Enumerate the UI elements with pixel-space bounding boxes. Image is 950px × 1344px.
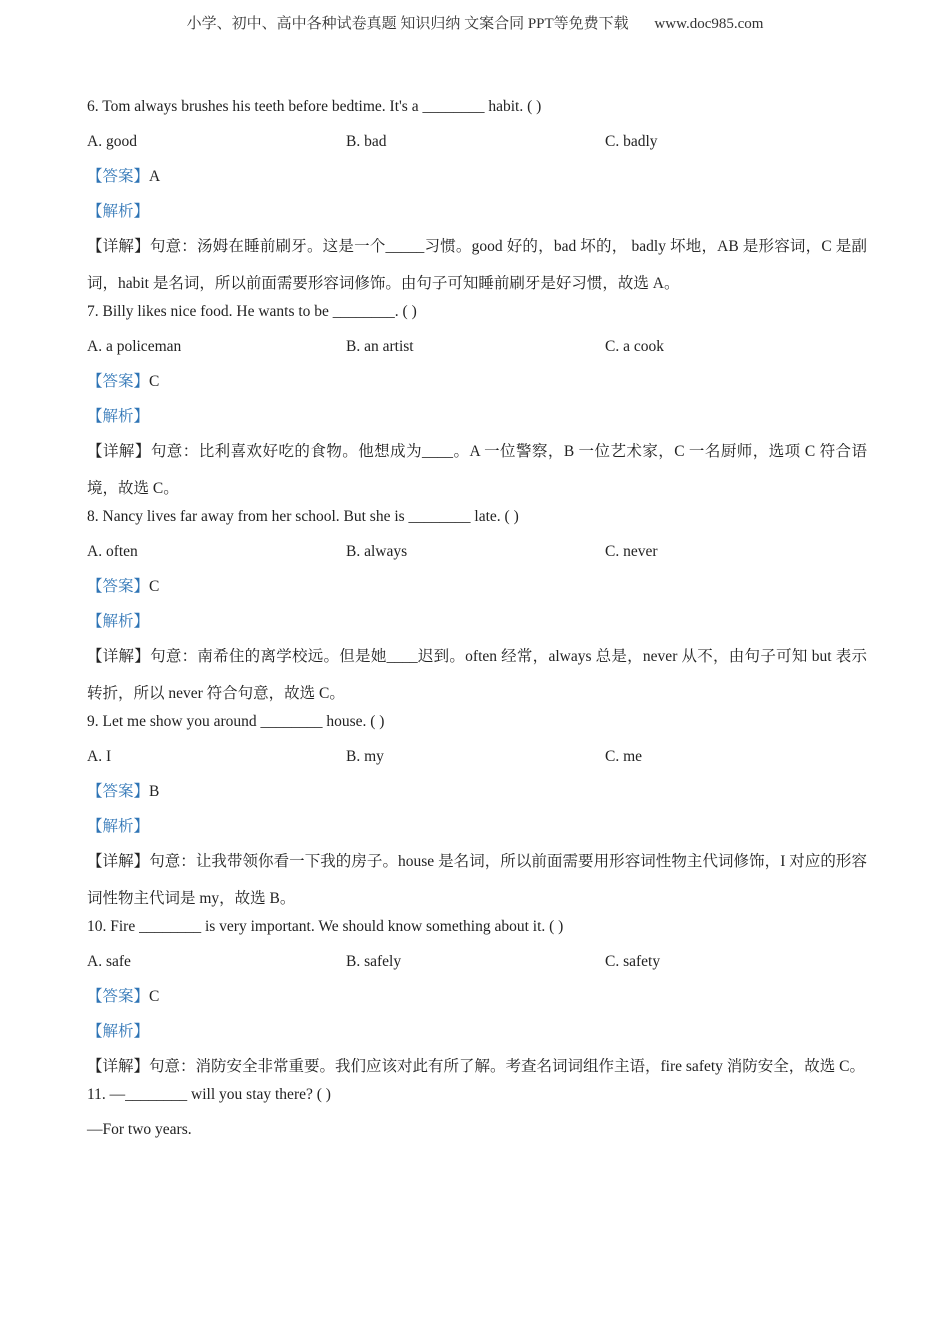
options-row (87, 132, 867, 152)
question-stem: 8. Nancy lives far away from her school. But she is ________ late. ( ) (87, 508, 519, 525)
option-c: C. a cook (605, 338, 664, 355)
header-text: 小学、初中、高中各种试卷真题 知识归纳 文案合同 PPT等免费下载 (186, 16, 629, 32)
option-b: B. always (346, 543, 408, 560)
detail-paragraph (87, 843, 867, 917)
detail-text: 句意：汤姆在睡前刷牙。这是一个_____习惯。good 好的，bad 坏的， badly 坏地，AB 是形容词，C 是副词，habit 是名词，所以前面需要形容词修饰。由句子可知睡前刷牙是好习惯，故选 A。 (87, 238, 867, 292)
detail-text: 句意：比利喜欢好吃的食物。他想成为____。A 一位警察，B 一位艺术家，C 一名厨师，选项 C 符合语境，故选 C。 (87, 443, 867, 497)
answer-value: C (149, 578, 160, 595)
question-stem: 9. Let me show you around ________ house. ( ) (87, 713, 385, 730)
question-stem: 10. Fire ________ is very important. We should know something about it. ( ) (87, 918, 564, 935)
detail-tag: 【详解】 (87, 238, 150, 255)
detail-text: 句意：南希住的离学校远。但是她____迟到。often 经常，always 总是，never 从不，由句子可知 but 表示转折，所以 never 符合句意，故选 C。 (87, 648, 867, 702)
detail-tag: 【详解】 (87, 1058, 150, 1075)
question-stem: 11. —________ will you stay there? ( ) (87, 1086, 331, 1103)
detail-paragraph (87, 638, 867, 712)
option-b: B. bad (346, 133, 387, 150)
option-c: C. me (605, 748, 643, 765)
option-b: B. my (346, 748, 384, 765)
answer-line (87, 372, 867, 392)
answer-line (87, 167, 867, 187)
answer-line (87, 577, 867, 597)
answer-line (87, 987, 867, 1007)
page-header (0, 12, 950, 33)
option-c: C. badly (605, 133, 658, 150)
option-c: C. never (605, 543, 658, 560)
document-body (87, 82, 867, 1140)
option-b: B. safely (346, 953, 402, 970)
analysis-line (87, 817, 867, 837)
option-a: A. safe (87, 953, 131, 970)
analysis-line (87, 1022, 867, 1042)
detail-tag: 【详解】 (87, 648, 151, 665)
options-row (87, 542, 867, 562)
analysis-line (87, 202, 867, 222)
analysis-line (87, 407, 867, 427)
options-row (87, 747, 867, 767)
analysis-tag: 【解析】 (87, 203, 150, 220)
answer-tag: 【答案】 (87, 373, 150, 390)
analysis-tag: 【解析】 (87, 1023, 150, 1040)
answer-value: B (149, 783, 160, 800)
answer-value: C (149, 988, 160, 1005)
answer-tag: 【答案】 (87, 988, 150, 1005)
question-reply: —For two years. (87, 1121, 192, 1138)
answer-tag: 【答案】 (87, 578, 150, 595)
analysis-tag: 【解析】 (87, 613, 150, 630)
detail-paragraph (87, 433, 867, 507)
option-c: C. safety (605, 953, 661, 970)
analysis-tag: 【解析】 (87, 818, 150, 835)
detail-tag: 【详解】 (87, 853, 150, 870)
option-a: A. I (87, 748, 112, 765)
option-b: B. an artist (346, 338, 414, 355)
detail-paragraph (87, 228, 867, 302)
answer-value: C (149, 373, 160, 390)
answer-tag: 【答案】 (87, 168, 150, 185)
options-row (87, 952, 867, 972)
question-stem: 7. Billy likes nice food. He wants to be ________. ( ) (87, 303, 417, 320)
options-row (87, 337, 867, 357)
detail-text: 句意：消防安全非常重要。我们应该对此有所了解。考查名词词组作主语，fire safety 消防安全，故选 C。 (149, 1058, 866, 1075)
analysis-tag: 【解析】 (87, 408, 150, 425)
question-stem: 6. Tom always brushes his teeth before bedtime. It's a ________ habit. ( ) (87, 98, 542, 115)
header-site[interactable]: www.doc985.com (654, 16, 764, 32)
analysis-line (87, 612, 867, 632)
detail-tag: 【详解】 (87, 443, 151, 460)
option-a: A. good (87, 133, 137, 150)
detail-text: 句意：让我带领你看一下我的房子。house 是名词，所以前面需要用形容词性物主代词修饰，I 对应的形容词性物主代词是 my，故选 B。 (87, 853, 867, 907)
option-a: A. often (87, 543, 138, 560)
option-a: A. a policeman (87, 338, 182, 355)
detail-paragraph (87, 1048, 867, 1085)
answer-line (87, 782, 867, 802)
answer-tag: 【答案】 (87, 783, 150, 800)
answer-value: A (149, 168, 161, 185)
